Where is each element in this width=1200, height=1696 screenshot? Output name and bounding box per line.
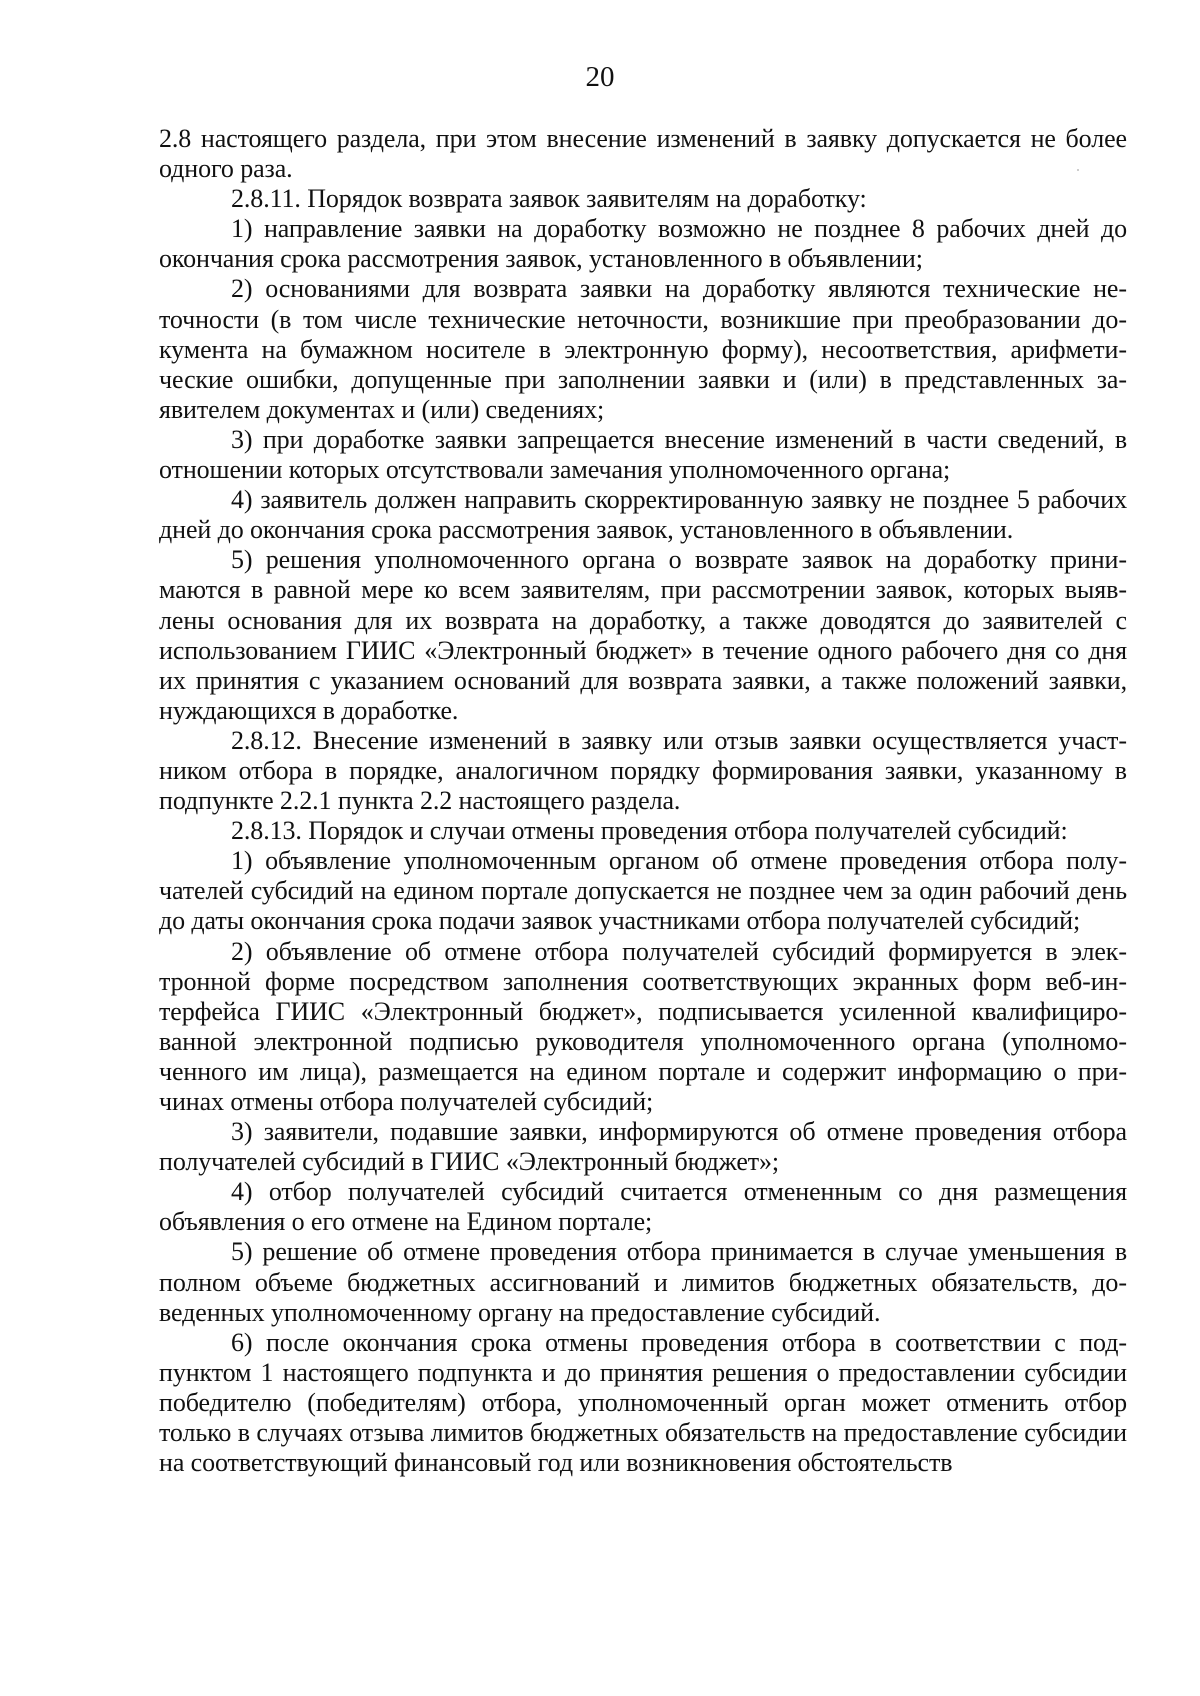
paragraph-2-8-11-item-1: 1) направление заявки на доработку возможно не позднее 8 рабочих дней до окончания срока рассмотрения заявок, установленного в объявлении;: [159, 214, 1127, 274]
paragraph-2-8-13-item-2: 2) объявление об отмене отбора получателей субсидий формируется в электронной форме посредством заполнения соответствующих экранных форм веб-интерфейса ГИИС «Электронный бюджет», подписывается усиленной квалифицированной электронной подписью руководителя уполномоченного органа (уполномоченного им лица), размещается на едином портале и содержит информацию о причинах отмены отбора получателей субсидий;: [159, 936, 1127, 1116]
paragraph-2-8-13-heading: 2.8.13. Порядок и случаи отмены проведения отбора получателей субсидий:: [231, 816, 1068, 846]
paragraph-2-8-13-item-4: 4) отбор получателей субсидий считается отмененным со дня размещения объявления о его отмене на Едином портале;: [159, 1177, 1127, 1237]
paragraph-2-8-11-heading: 2.8.11. Порядок возврата заявок заявителям на доработку:: [231, 184, 867, 214]
paragraph-2-8-11-item-3: 3) при доработке заявки запрещается внесение изменений в части сведений, в отношении которых отсутствовали замечания уполномоченного органа;: [159, 424, 1127, 485]
page-number: 20: [585, 61, 615, 93]
paragraph-continuation: 2.8 настоящего раздела, при этом внесение изменений в заявку допускается не более одного раза.: [159, 124, 1127, 184]
paragraph-2-8-13-item-3: 3) заявители, подавшие заявки, информируются об отмене проведения отбора получателей субсидий в ГИИС «Электронный бюджет»;: [159, 1117, 1127, 1177]
paragraph-2-8-11-item-4: 4) заявитель должен направить скорректированную заявку не позднее 5 рабочих дней до окончания срока рассмотрения заявок, установленного в объявлении.: [159, 485, 1127, 545]
paragraph-2-8-13-item-5: 5) решение об отмене проведения отбора принимается в случае уменьшения в полном объеме бюджетных ассигнований и лимитов бюджетных обязательств, доведенных уполномоченному органу на предоставление субсидий.: [159, 1237, 1127, 1327]
document-body: [159, 124, 1127, 1478]
paragraph-2-8-13-item-1: 1) объявление уполномоченным органом об отмене проведения отбора получателей субсидий на едином портале допускается не позднее чем за один рабочий день до даты окончания срока подачи заявок участниками отбора получателей субсидий;: [159, 846, 1127, 936]
paragraph-2-8-12: 2.8.12. Внесение изменений в заявку или отзыв заявки осуществляется участником отбора в порядке, аналогичном порядку формирования заявки, указанному в подпункте 2.2.1 пункта 2.2 настоящего раздела.: [159, 725, 1127, 816]
paragraph-2-8-11-item-2: 2) основаниями для возврата заявки на доработку являются технические неточности (в том числе технические неточности, возникшие при преобразовании документа на бумажном носителе в электронную форму), несоответствия, арифметические ошибки, допущенные при заполнении заявки и (или) в представленных заявителем документах и (или) сведениях;: [159, 274, 1127, 424]
paragraph-2-8-13-item-6: 6) после окончания срока отмены проведения отбора в соответствии с подпунктом 1 настоящего подпункта и до принятия решения о предоставлении субсидии победителю (победителям) отбора, уполномоченный орган может отменить отбор только в случаях отзыва лимитов бюджетных обязательств на предоставление субсидии на соответствующий финансовый год или возникновения обстоятельств: [159, 1327, 1127, 1478]
paragraph-2-8-11-item-5: 5) решения уполномоченного органа о возврате заявок на доработку принимаются в равной мере ко всем заявителям, при рассмотрении заявок, которых выявлены основания для их возврата на доработку, а также доводятся до заявителей с использованием ГИИС «Электронный бюджет» в течение одного рабочего дня со дня их принятия с указанием оснований для возврата заявки, а также положений заявки, нуждающихся в доработке.: [159, 545, 1127, 725]
